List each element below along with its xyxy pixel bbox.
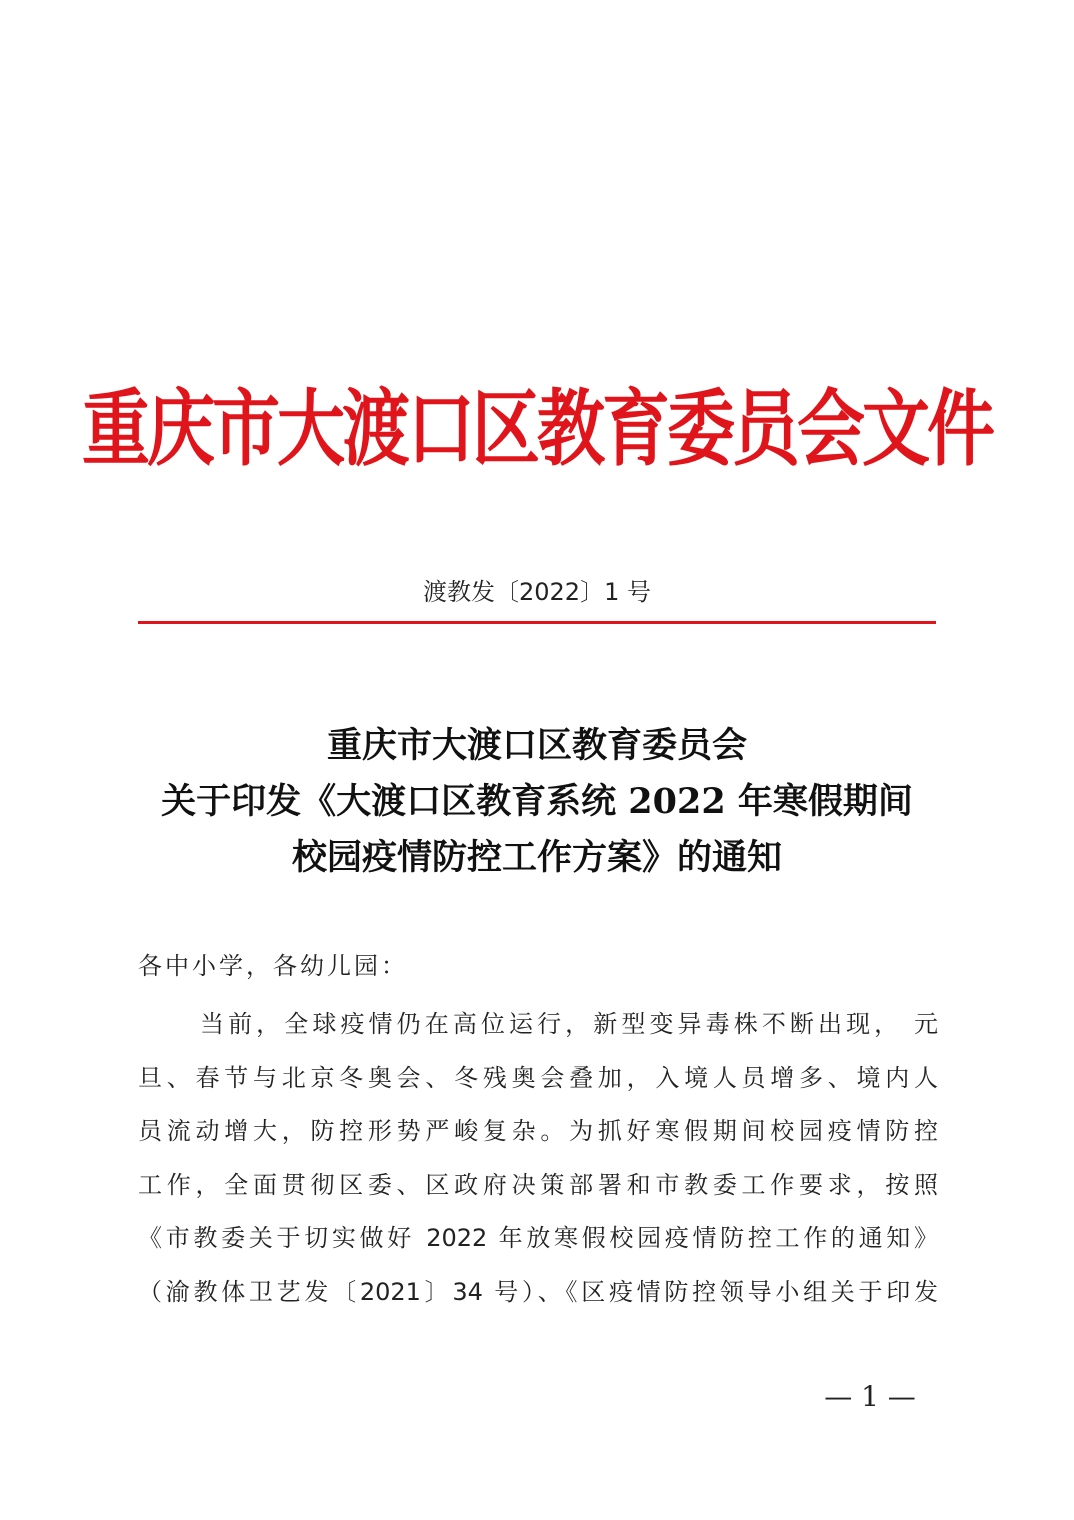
body-line-5: 《市教委关于切实做好 2022 年放寒假校园疫情防控工作的通知》	[138, 1224, 938, 1252]
red-divider-line	[138, 621, 936, 624]
document-title	[100, 718, 974, 886]
body-line-4: 工作，全面贯彻区委、区政府决策部署和市教委工作要求，按照	[138, 1170, 938, 1199]
body-line-3: 员流动增大，防控形势严峻复杂。为抓好寒假期间校园疫情防控	[138, 1117, 938, 1145]
body-line-1: 当前，全球疫情仍在高位运行，新型变异毒株不断出现， 元	[200, 1010, 938, 1038]
body-line-2: 旦、春节与北京冬奥会、冬残奥会叠加，入境人员增多、境内人	[138, 1063, 938, 1092]
issuer-banner: 重庆市大渡口区教育委员会文件	[81, 380, 992, 479]
salutation: 各中小学，各幼儿园：	[138, 952, 408, 980]
title-line-3: 校园疫情防控工作方案》的通知	[291, 837, 782, 878]
body-paragraph	[138, 998, 938, 1319]
document-number: 渡教发〔2022〕1 号	[423, 578, 651, 606]
title-line-2: 关于印发《大渡口区教育系统 2022 年寒假期间	[161, 781, 913, 822]
page-number: — 1 —	[824, 1380, 916, 1413]
title-line-1: 重庆市大渡口区教育委员会	[326, 725, 747, 766]
body-line-6: （渝教体卫艺发〔2021〕34 号）、《区疫情防控领导小组关于印发	[138, 1277, 938, 1306]
